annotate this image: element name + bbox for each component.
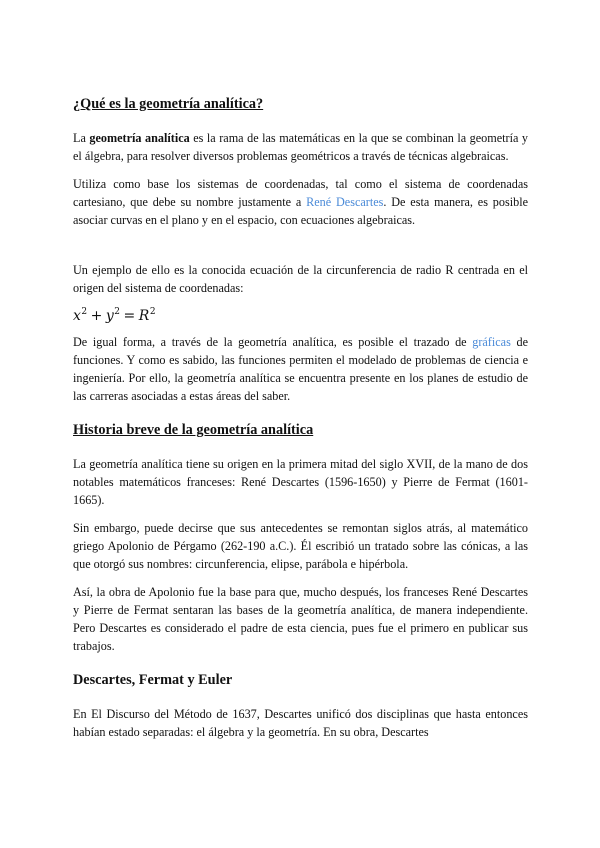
document-body [73, 95, 528, 741]
equation-r-exponent: 2 [149, 307, 157, 317]
heading-what-is: ¿Qué es la geometría analítica? [73, 96, 264, 112]
history-paragraph-3: Así, la obra de Apolonio fue la base para que, mucho después, los franceses René Descartes y Pierre de Fermat sentaran las bases de la geometría analítica, de manera independiente. Pero Descartes es considerado el padre de esta ciencia, pues fue el primero en publicar sus trabajos. [73, 585, 528, 653]
heading-descartes-fermat-euler: Descartes, Fermat y Euler [73, 672, 233, 688]
equation-x: x [73, 308, 82, 324]
equation-equals: = [123, 308, 136, 324]
heading-history: Historia breve de la geometría analítica [73, 422, 314, 438]
intro-p1-post: es la rama de las matemáticas en la que se combinan la geometría y el álgebra, para resolver diversos problemas geométricos a través de técnicas algebraicas. [73, 131, 529, 163]
intro-p1-pre: La [73, 131, 90, 145]
history-paragraph-1: La geometría analítica tiene su origen en la primera mitad del siglo XVII, de la mano de dos notables matemáticos franceses: René Descartes (1596-1650) y Pierre de Fermat (1601-1665). [73, 457, 528, 507]
history-paragraph-2: Sin embargo, puede decirse que sus antecedentes se remontan siglos atrás, al matemático griego Apolonio de Pérgamo (262-190 a.C.). Él escribió un tratado sobre las cónicas, a las que otorgó sus nombres: circunferencia, elipse, parábola e hipérbola. [73, 521, 528, 571]
rene-descartes-link[interactable]: René Descartes [306, 195, 384, 209]
intro-p1-bold: geometría analítica [89, 131, 190, 145]
intro-p2-post: . De esta manera, es posible asociar curvas en el plano y en el espacio, con ecuaciones algebraicas. [73, 195, 528, 227]
equation-plus: + [90, 308, 103, 324]
intro-paragraph-2 [73, 175, 528, 229]
intro-p2-pre: Utiliza como base los sistemas de coordenadas, tal como el sistema de coordenadas cartesiano, que debe su nombre justamente a [73, 177, 528, 209]
intro-p4-post: de funciones. Y como es sabido, las funciones permiten el modelado de problemas de ciencia e ingeniería. Por ello, la geometría analítica se encuentra presente en los planes de estudio de las carreras asociadas a estas áreas del saber. [73, 335, 528, 403]
intro-p4-pre: De igual forma, a través de la geometría analítica, es posible el trazado de [73, 335, 473, 349]
intro-paragraph-1 [73, 129, 528, 165]
circle-equation [73, 303, 528, 325]
graficas-link[interactable]: gráficas [472, 335, 511, 349]
equation-y-exponent: 2 [114, 307, 121, 317]
equation-r: R [138, 308, 150, 324]
dfe-paragraph-1: En El Discurso del Método de 1637, Descartes unificó dos disciplinas que hasta entonces habían estado separadas: el álgebra y la geometría. En su obra, Descartes [73, 707, 528, 739]
intro-paragraph-4 [73, 333, 528, 405]
equation-y: y [105, 308, 115, 324]
intro-paragraph-3: Un ejemplo de ello es la conocida ecuación de la circunferencia de radio R centrada en el origen del sistema de coordenadas: [73, 263, 528, 295]
equation-x-exponent: 2 [81, 307, 88, 317]
